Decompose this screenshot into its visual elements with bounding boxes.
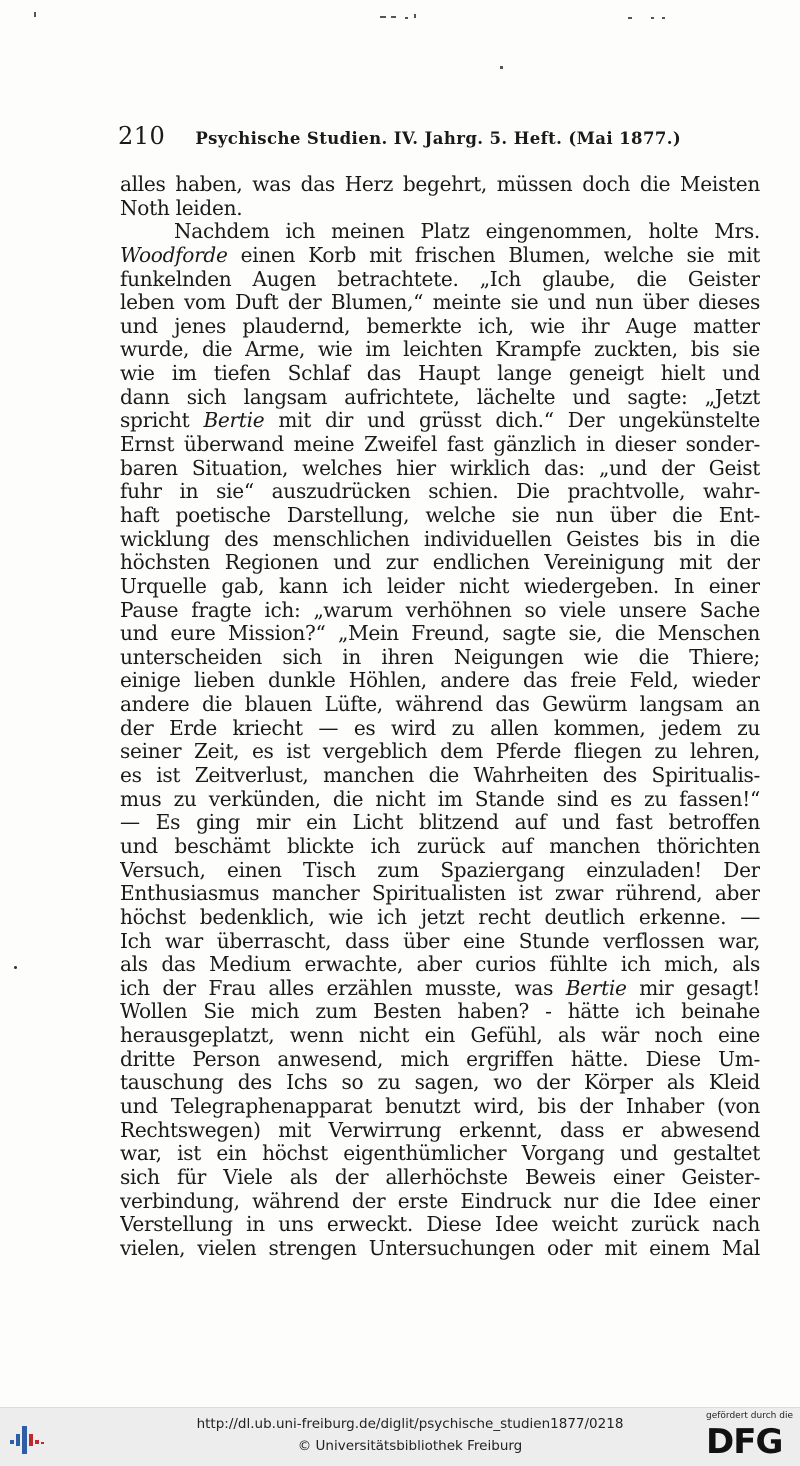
text-line: Nachdem ich meinen Platz eingenommen, holte Mrs. [174,220,760,244]
text-line: Urquelle gab, kann ich leider nicht wiedergeben. In einer [120,574,760,598]
text-line: Ich war überrascht, dass über eine Stunde verflossen war, [120,929,760,953]
text-line: spricht Bertie mit dir und grüsst dich.“ Der ungekünstelte [120,409,760,433]
dfg-caption: gefördert durch die [706,1411,793,1421]
text-line: vielen, vielen strengen Untersuchungen oder mit einem Mal [120,1236,760,1260]
text-line: leben vom Duft der Blumen,“ meinte sie und nun über dieses [120,291,760,315]
text-line: herausgeplatzt, wenn nicht ein Gefühl, als wär noch eine [120,1024,760,1048]
text-line: — Es ging mir ein Licht blitzend auf und fast betroffen [120,811,760,835]
text-line: es ist Zeitverlust, manchen die Wahrheiten des Spiritualis- [120,764,760,788]
text-line: Ernst überwand meine Zweifel fast gänzlich in dieser sonder- [120,433,760,457]
text-line: andere die blauen Lüfte, während das Gewürm langsam an [120,693,760,717]
text-line: wicklung des menschlichen individuellen Geistes bis in die [120,527,760,551]
footer-copyright: © Universitätsbibliothek Freiburg [297,1438,523,1454]
text-line: Woodforde einen Korb mit frischen Blumen, welche sie mit [120,243,760,267]
text-line: und eure Mission?“ „Mein Freund, sagte sie, die Menschen [120,622,760,646]
text-line: unterscheiden sich in ihren Neigungen wie die Thiere; [120,645,760,669]
text-line: haft poetische Darstellung, welche sie nun über die Ent- [120,503,760,527]
text-line: Rechtswegen) mit Verwirrung erkennt, dass er abwesend [120,1118,760,1142]
text-line: tauschung des Ichs so zu sagen, wo der Körper als Kleid [120,1071,760,1095]
text-line: einige lieben dunkle Höhlen, andere das freie Feld, wieder [120,669,760,693]
footer-bar [0,1407,800,1466]
text-line: war, ist ein höchst eigenthümlicher Vorgang und gestaltet [120,1142,760,1166]
text-line: seiner Zeit, es ist vergeblich dem Pferde fliegen zu lehren, [120,740,760,764]
running-head: Psychische Studien. IV. Jahrg. 5. Heft. (Mai 1877.) [195,129,682,148]
text-line: höchst bedenklich, wie ich jetzt recht deutlich erkenne. — [120,905,760,929]
dfg-logo[interactable]: DFG [706,1422,783,1462]
text-line: wurde, die Arme, wie im leichten Krampfe zuckten, bis sie [120,338,760,362]
text-line: Pause fragte ich: „warum verhöhnen so viele unsere Sache [120,598,760,622]
text-line: und beschämt blickte ich zurück auf manchen thörichten [120,834,760,858]
text-line: dann sich langsam aufrichtete, lächelte und sagte: „Jetzt [120,385,760,409]
text-line: als das Medium erwachte, aber curios fühlte ich mich, als [120,953,760,977]
page-body [120,173,760,1260]
text-line: verbindung, während der erste Eindruck nur die Idee einer [120,1189,760,1213]
page-number: 210 [118,122,166,150]
text-line: dritte Person anwesend, mich ergriffen hätte. Diese Um- [120,1047,760,1071]
text-line: und Telegraphenapparat benutzt wird, bis der Inhaber (von [120,1094,760,1118]
margin-speck [14,966,17,969]
text-line: Versuch, einen Tisch zum Spaziergang einzuladen! Der [120,858,760,882]
text-line: Noth leiden. [120,196,243,220]
text-line: Enthusiasmus mancher Spiritualisten ist zwar rührend, aber [120,882,760,906]
text-line: wie im tiefen Schlaf das Haupt lange geneigt hielt und [120,362,760,386]
text-line: mus zu verkünden, die nicht im Stande sind es zu fassen!“ [120,787,760,811]
text-line: und jenes plaudernd, bemerkte ich, wie ihr Auge matter [120,314,760,338]
text-line: sich für Viele als der allerhöchste Beweis einer Geister- [120,1165,760,1189]
text-line: Wollen Sie mich zum Besten haben? - hätte ich beinahe [120,1000,760,1024]
text-line: Verstellung in uns erweckt. Diese Idee weicht zurück nach [120,1213,760,1237]
text-line: baren Situation, welches hier wirklich das: „und der Geist [120,456,760,480]
text-line: höchsten Regionen und zur endlichen Vereinigung mit der [120,551,760,575]
text-line: ich der Frau alles erzählen musste, was Bertie mir gesagt! [120,976,760,1000]
text-line: der Erde kriecht — es wird zu allen kommen, jedem zu [120,716,760,740]
ub-freiburg-logo-icon[interactable] [6,1418,50,1456]
scan-specks [0,0,800,120]
page-header [118,122,768,152]
footer-url-link[interactable]: http://dl.ub.uni-freiburg.de/diglit/psychische_studien1877/0218 [196,1416,624,1432]
text-line: funkelnden Augen betrachtete. „Ich glaube, die Geister [120,267,760,291]
text-line: alles haben, was das Herz begehrt, müssen doch die Meisten [120,173,760,196]
text-line: fuhr in sie“ auszudrücken schien. Die prachtvolle, wahr- [120,480,760,504]
